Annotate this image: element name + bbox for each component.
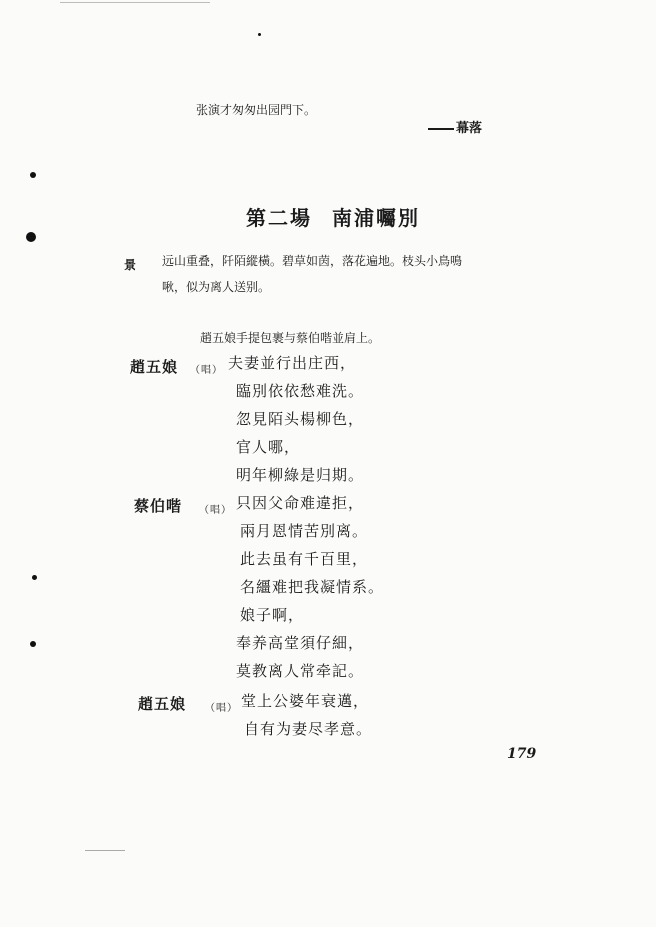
verse-line: 自有为妻尽孝意。 bbox=[244, 720, 373, 738]
verse-line: 名繮难把我凝情系。 bbox=[240, 578, 385, 596]
setting-text-line-1: 远山重叠，阡陌縱橫。碧草如茵，落花遍地。枝头小鳥鳴 bbox=[162, 254, 463, 268]
verse-line: 官人哪， bbox=[236, 438, 301, 456]
verse-line: 奉养高堂須仔細， bbox=[236, 634, 365, 652]
speaker-name: 趙五娘 bbox=[130, 358, 179, 376]
verse-line: 堂上公婆年衰邁， bbox=[241, 692, 370, 710]
binding-hole-mark bbox=[30, 172, 36, 178]
verse-line: 明年柳綠是归期。 bbox=[236, 466, 365, 484]
verse-line: 娘子啊， bbox=[240, 606, 305, 624]
top-edge-smudge bbox=[60, 2, 210, 3]
setting-text-line-2: 啾，似为离人送别。 bbox=[162, 280, 271, 294]
binding-hole-mark bbox=[32, 575, 37, 580]
dash-rule bbox=[428, 128, 454, 130]
sing-marker: （唱） bbox=[205, 703, 238, 714]
speaker-name: 趙五娘 bbox=[138, 695, 187, 713]
verse-line: 夫妻並行出庄西， bbox=[228, 354, 357, 372]
verse-line: 莫教离人常牵記。 bbox=[236, 662, 365, 680]
verse-line: 只因父命难違拒， bbox=[236, 494, 365, 512]
bottom-edge-smudge bbox=[85, 850, 125, 851]
verse-line: 忽見陌头楊柳色， bbox=[236, 410, 365, 428]
verse-line: 兩月恩情苦別离。 bbox=[240, 522, 369, 540]
verse-line: 臨別依依愁难洗。 bbox=[236, 382, 365, 400]
scene-title: 南浦囑別 bbox=[332, 206, 420, 230]
speaker-name: 蔡伯喈 bbox=[134, 497, 183, 515]
setting-label: 景 bbox=[124, 258, 137, 272]
sing-marker: （唱） bbox=[199, 505, 232, 516]
curtain-falls-text: 幕落 bbox=[456, 121, 483, 136]
scene-number: 第二場 bbox=[246, 206, 312, 230]
binding-hole-mark bbox=[26, 232, 36, 242]
sing-marker: （唱） bbox=[190, 365, 223, 376]
page-number: 179 bbox=[507, 746, 537, 762]
speck-mark bbox=[258, 33, 261, 36]
binding-hole-mark bbox=[30, 641, 36, 647]
curtain-falls-note bbox=[428, 117, 482, 136]
previous-scene-closing-line: 张演才匆匆出园門下。 bbox=[196, 103, 317, 117]
scene-heading bbox=[246, 202, 420, 231]
verse-line: 此去虽有千百里， bbox=[240, 550, 369, 568]
stage-direction: 趙五娘手提包裹与蔡伯喈並肩上。 bbox=[200, 331, 381, 345]
